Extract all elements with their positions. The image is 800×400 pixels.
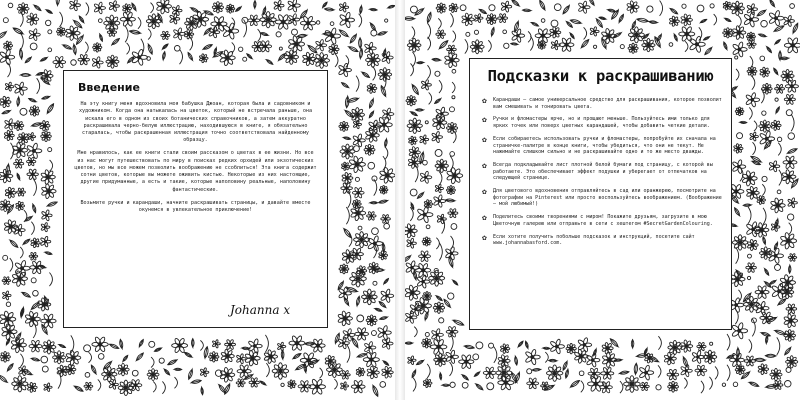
tip-text: Карандаши — самое универсальное средство для раскрашивания, которое позволит вам смешивать и тонировать цвета. (493, 97, 722, 110)
right-page (405, 0, 800, 400)
tip-item (482, 136, 723, 156)
tip-text: Если хотите получить побольше подсказок и инструкций, посетите сайт www.johannabasford.com. (493, 233, 695, 247)
intro-panel (63, 70, 328, 328)
tip-item (482, 234, 723, 247)
book-gutter (395, 0, 405, 400)
intro-title: Введение (78, 81, 140, 94)
tips-title: Подсказки к раскрашиванию (487, 67, 714, 85)
tip-text: Всегда подкладывайте лист плотной белой бумаги под страницу, с которой вы работаете. Это обеспечивает эффект подушки и уберегает от отпечатков на следующей странице. (493, 162, 713, 182)
tip-item (482, 188, 723, 208)
tips-panel (469, 58, 732, 330)
flower-bullet-icon: ✿ (482, 213, 487, 223)
intro-paragraph-2: Мне нравилось, как ее книги стали своим рассказом о цветах в ее жизни. Но все из нас могут путешествовать по миру в поисках редких орхидей или экзотических цветов, но мы все можем позволить воображению не ссоблиться! Эта книга содержит сотни цветов, которые вы можете оживить кистью. Некоторые из них настоящие, другие придуманные, а есть и такие, которые наполовину реальные, наполовину фантастические. (74, 150, 317, 193)
intro-body (74, 101, 317, 220)
intro-paragraph-1: На эту книгу меня вдохновила моя бабушка Джоан, которая была и садовником и художником. Когда она натыкалась на цветок, который не встречала раньше, она искала его в одном из своих ботанических справочников, а затем аккуратно раскрашивала черно-белую иллюстрацию, находившуюся в книге, я обязательно старалась, чтобы раскрашенная иллюстрация точно соответствовала найденному образцу. (78, 101, 313, 144)
flower-bullet-icon: ✿ (482, 96, 487, 105)
tips-list (482, 97, 723, 253)
tip-item (482, 97, 723, 110)
tip-item (482, 162, 723, 182)
signature: Johanna x (230, 303, 291, 317)
flower-bullet-icon: ✿ (482, 134, 487, 144)
flower-bullet-icon: ✿ (482, 232, 487, 242)
tip-item (482, 116, 723, 129)
tip-text: Поделитесь своими творениями с миром! Покажите друзьям, загрузите в мою Цветочную галерею или отправьте в сети с хештегом #SecretGardenColouring. (493, 214, 713, 227)
flower-bullet-icon: ✿ (482, 161, 487, 171)
tip-item (482, 214, 723, 227)
tip-text: Ручки и фломастеры ярче, но и прощают меньше. Пользуйтесь ими только для ярких точек или поверх цветных карандашей, чтобы добавить четкие детали. (493, 116, 710, 130)
left-page (0, 0, 395, 400)
flower-bullet-icon: ✿ (482, 115, 487, 125)
flower-bullet-icon: ✿ (482, 187, 487, 197)
intro-paragraph-3: Возьмите ручки и карандаши, начните раскрашивать страницы, и давайте вместе окунемся в увлекательное приключение! (80, 199, 311, 213)
tip-text: Для цветового вдохновения отправляйтесь в сад или оранжерею, посмотрите на фотографии на Pinterest или просто воспользуйтесь воображением. (Воображение — мой любимый!) (493, 188, 722, 208)
tip-text: Если собираетесь использовать ручки и фломастеры, попробуйте их сначала на страничке-палитре в конце книги, чтобы убедиться, что они не текут. Не нажимайте слишком сильно и не раскрашивайте одно и то же место дважды. (493, 135, 716, 156)
